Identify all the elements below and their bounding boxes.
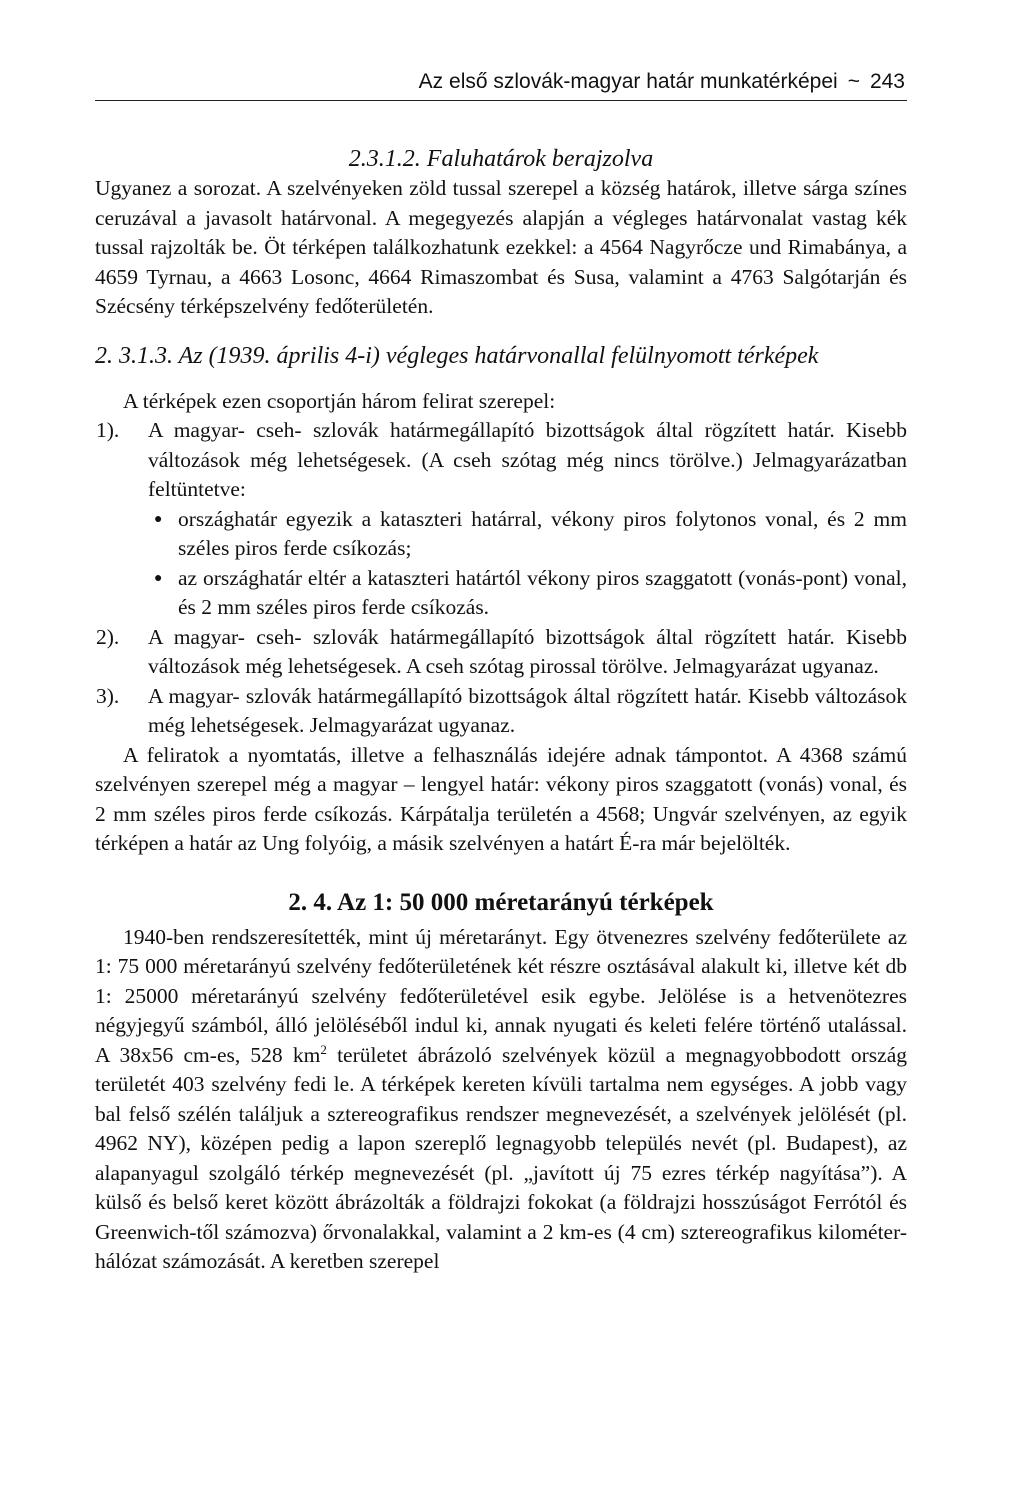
- running-header: [95, 70, 907, 101]
- superscript-exponent: 2: [320, 1041, 327, 1057]
- section-2-4-text: [95, 923, 907, 1277]
- running-header-title: Az első szlovák-magyar határ munkatérképei: [418, 70, 838, 93]
- running-header-separator: ~: [847, 70, 860, 93]
- list-item: [95, 623, 907, 682]
- document-page: [95, 70, 907, 1277]
- list-item-number: 3).: [96, 683, 120, 708]
- bullet-item: [148, 564, 907, 623]
- list-item-number: 2).: [96, 624, 120, 649]
- section-2-3-1-3-intro: A térképek ezen csoportján három felirat szerepel:: [123, 388, 556, 413]
- section-2-3-1-3-closing: A feliratok a nyomtatás, illetve a felhasználás idejére adnak támpontot. A 4368 számú szelvényen szerepel még a magyar – lengyel határ: vékony piros szaggatott (vonás) vonal, és 2 mm széles piros ferde csíkozás. Kárpátalja területén a 4568; Ungvár szelvényen, az egyik térképen a határ az Ung folyóig, a másik szelvényen a határt É-ra már bejelölték.: [95, 742, 907, 855]
- inscription-list: [95, 416, 907, 741]
- list-item: [95, 416, 907, 623]
- bullet-text: az országhatár eltér a kataszteri határtól vékony piros szaggatott (vonás-pont) vonal, és 2 mm széles piros ferde csíkozás.: [178, 565, 907, 619]
- page-number: 243: [869, 70, 905, 93]
- list-item-text: A magyar- cseh- szlovák határmegállapító bizottságok által rögzített határ. Kisebb változások még lehetségesek. (A cseh szótag még nincs törölve.) Jelmagyarázatban feltüntetve:: [148, 418, 907, 501]
- bullet-icon: ●: [154, 511, 163, 527]
- section-2-4-text-part1: 1940-ben rendszeresítették, mint új méretarányt. Egy ötvenezres szelvény fedőterülete az 1: 75 000 méretarányú szelvény fedőterületének két részre osztásával alakult ki, illetve két db 1: 25000 méretarányú szelvény fedőterületével esik egybe. Jelölése is a hetvenötezres négyjegyű számból, álló jelöléséből indul ki, annak nyugati és keleti felére történő utalással. A 38x56 cm-es, 528 km: [95, 924, 907, 1067]
- section-2-4-text-part2: területet ábrázoló szelvények közül a megnagyobbodott ország területét 403 szelvény fedi le. A térképek kereten kívüli tartalma nem egységes. A jobb vagy bal felső szélén találjuk a sztereografikus rendszer megnevezését, a szelvények jelölését (pl. 4962 NY), középen pedig a lapon szereplő legnagyobb település nevét (pl. Budapest), az alapanyagul szolgáló térkép megnevezését (pl. „javított új 75 ezres térkép nagyítása”). A külső és belső keret között ábrázolták a földrajzi fokokat (a földrajzi hosszúságot Ferrótól és Greenwich-től számozva) őrvonalakkal, valamint a 2 km-es (4 cm) sztereografikus kilométer-hálózat számozását. A keretben szerepel: [95, 1042, 907, 1273]
- legend-bullets: [148, 505, 907, 623]
- section-heading-2-4: 2. 4. Az 1: 50 000 méretarányú térképek: [288, 888, 714, 916]
- list-item-text: A magyar- cseh- szlovák határmegállapító bizottságok által rögzített határ. Kisebb változások még lehetségesek. A cseh szótag pirossal törölve. Jelmagyarázat ugyanaz.: [148, 624, 907, 678]
- section-heading-2-3-1-3: 2. 3.1.3. Az (1939. április 4-i) végleges határvonallal felülnyomott térképek: [95, 342, 819, 369]
- section-2-3-1-2-text: Ugyanez a sorozat. A szelvényeken zöld tussal szerepel a község határok, illetve sárga színes ceruzával a javasolt határvonal. A megegyezés alapján a végleges határvonalat vastag kék tussal rajzolták be. Öt térképen találkozhatunk ezekkel: a 4564 Nagyrőcze und Rimabánya, a 4659 Tyrnau, a 4663 Losonc, 4664 Rimaszombat és Susa, valamint a 4763 Salgótarján és Szécsény térképszelvény fedőterületén.: [95, 176, 907, 318]
- list-item-number: 1).: [96, 418, 120, 442]
- bullet-item: [148, 505, 907, 564]
- bullet-text: országhatár egyezik a kataszteri határral, vékony piros folytonos vonal, és 2 mm széles piros ferde csíkozás;: [178, 506, 907, 560]
- list-item: [95, 682, 907, 741]
- section-heading-2-3-1-2: 2.3.1.2. Faluhatárok berajzolva: [348, 146, 654, 172]
- list-item-text: A magyar- szlovák határmegállapító bizottságok által rögzített határ. Kisebb változások még lehetségesek. Jelmagyarázat ugyanaz.: [148, 683, 907, 737]
- bullet-icon: ●: [154, 570, 163, 586]
